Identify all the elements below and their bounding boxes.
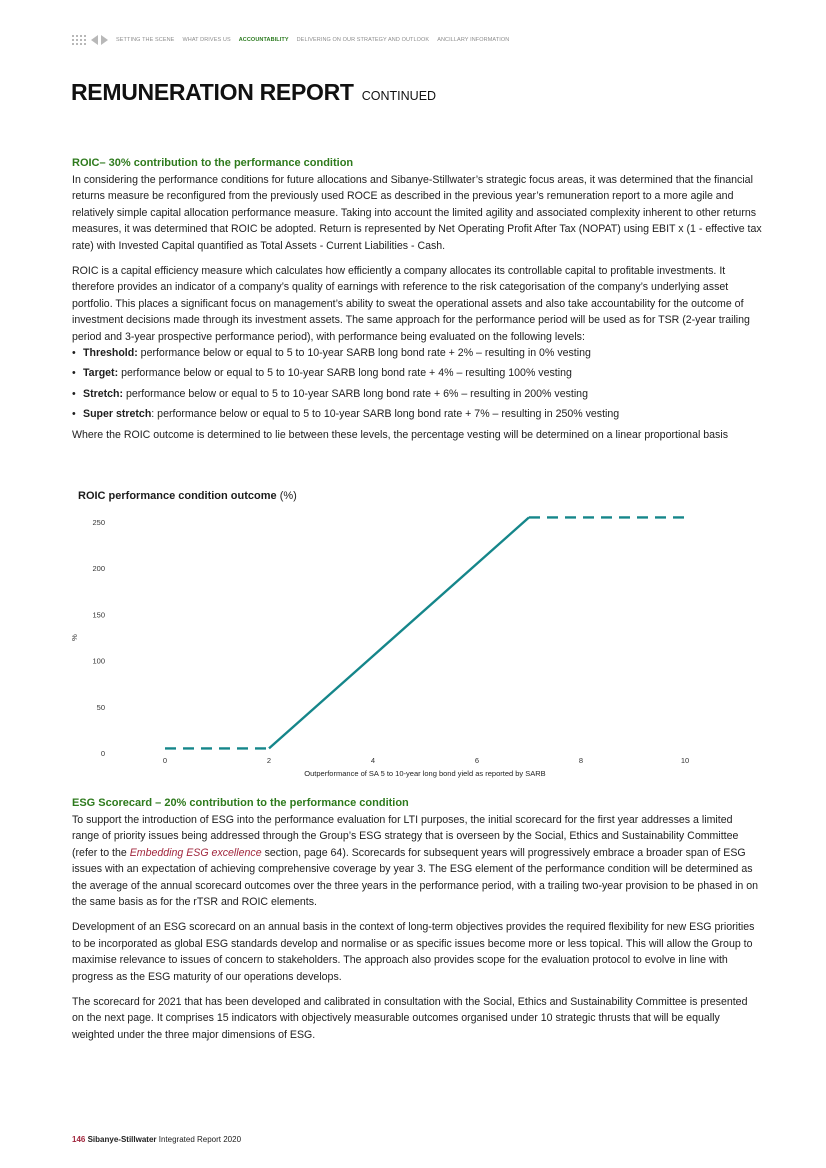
roic-heading: ROIC– 30% contribution to the performance condition <box>72 157 354 169</box>
level-text: performance below or equal to 5 to 10-year SARB long bond rate + 4% – resulting 100% vesting <box>118 367 572 380</box>
previous-page-icon[interactable] <box>91 35 98 45</box>
x-tick-label: 10 <box>680 756 690 765</box>
level-text: performance below or equal to 5 to 10-year SARB long bond rate + 2% – resulting in 0% vesting <box>137 347 591 360</box>
solid-series-line <box>269 517 529 748</box>
nav-item-ancillary-information[interactable]: ANCILLARY INFORMATION <box>437 37 510 43</box>
esg-paragraph-1 <box>72 812 762 910</box>
x-tick-label: 0 <box>162 756 168 765</box>
level-super-stretch <box>72 406 762 422</box>
y-tick-label: 50 <box>96 702 105 712</box>
esg-section <box>72 795 762 1052</box>
y-tick-label: 150 <box>92 610 105 620</box>
x-axis-label: Outperformance of SA 5 to 10-year long bond yield as reported by SARB <box>304 769 546 778</box>
level-target <box>72 365 762 381</box>
level-name: Threshold: <box>83 347 138 360</box>
page-footer <box>72 1135 241 1144</box>
level-threshold <box>72 345 762 361</box>
page-title-continued: CONTINUED <box>361 89 437 103</box>
footer-report: Integrated Report 2020 <box>158 1135 242 1144</box>
roic-outcome-chart <box>60 508 750 783</box>
menu-grid-icon[interactable] <box>72 35 86 45</box>
y-tick-label: 200 <box>92 564 105 574</box>
y-tick-label: 100 <box>92 656 105 666</box>
roic-closing: Where the ROIC outcome is determined to lie between these levels, the percentage vesting will be determined on a linear proportional basis <box>72 428 728 441</box>
x-tick-label: 4 <box>370 756 376 765</box>
level-text: performance below or equal to 5 to 10-year SARB long bond rate + 6% – resulting in 200% vesting <box>123 387 588 400</box>
nav-item-setting-the-scene[interactable]: SETTING THE SCENE <box>116 37 175 43</box>
top-nav <box>72 33 517 47</box>
level-name: Stretch: <box>83 387 124 400</box>
esg-heading: ESG Scorecard – 20% contribution to the performance condition <box>72 797 409 809</box>
next-page-icon[interactable] <box>101 35 108 45</box>
y-tick-label: 250 <box>92 518 105 527</box>
x-tick-label: 2 <box>266 756 272 765</box>
chart-title-text: ROIC performance condition outcome <box>78 490 277 502</box>
page-title-main: REMUNERATION REPORT <box>71 79 354 105</box>
level-stretch <box>72 386 762 402</box>
level-text: : performance below or equal to 5 to 10-year SARB long bond rate + 7% – resulting in 250% vesting <box>151 408 620 421</box>
nav-item-accountability[interactable]: ACCOUNTABILITY <box>238 37 289 43</box>
esg-paragraph-3: The scorecard for 2021 that has been developed and calibrated in consultation with the Social, Ethics and Sustainability Committee is presented on the next page. It comprises 15 indicators with objectively measurable outcomes organised under 10 strategic thrusts that will be equally weighted under the three major dimensions of ESG. <box>72 996 748 1041</box>
chart-title-unit: (%) <box>279 490 297 502</box>
page-number: 146 <box>72 1135 86 1144</box>
y-tick-label: 0 <box>100 749 105 758</box>
chart-title <box>78 490 297 502</box>
esg-paragraph-1-end: section, page 64). Scorecards for subsequent years will progressively embrace a broader span of ESG issues with an expectation of achieving comprehensive coverage by year 3. The ESG element of the performance condition will be determined as the average of the annual scorecard outcomes over the three years in the performance period, with a trailing two-year provision to be phased in on the same basis as for the rTSR and ROIC elements. <box>72 846 759 909</box>
nav-item-delivering-strategy[interactable]: DELIVERING ON OUR STRATEGY AND OUTLOOK <box>296 37 430 43</box>
x-tick-label: 8 <box>578 756 584 765</box>
nav-item-what-drives-us[interactable]: WHAT DRIVES US <box>182 37 231 43</box>
footer-company: Sibanye-Stillwater <box>87 1135 157 1144</box>
roic-section <box>72 155 762 443</box>
page-title <box>71 79 436 106</box>
roic-paragraph-2: ROIC is a capital efficiency measure which calculates how efficiently a company allocates its controllable capital to profitable investments. It therefore provides an indicator of a company’s quality of earnings with reference to the risk categorisation of the company’s underlying asset portfolio. This places a significant focus on management’s ability to sweat the operational assets and also take accountability for the outcome of investment decisions made through its investment assets. The same approach for the performance period will be used as for TSR (2-year trailing period and 3-year prospective performance period), with performance being evaluated on the following levels: <box>72 265 750 343</box>
y-axis-label: % <box>70 634 79 641</box>
level-name: Super stretch <box>83 408 152 421</box>
x-tick-label: 6 <box>474 756 480 765</box>
esg-paragraph-2: Development of an ESG scorecard on an annual basis in the context of long-term objectives provides the required flexibility for new ESG priorities to be incorporated as global ESG standards develop and normalise or as specific issues become more or less topical. This will allow the Group to maximise relevance to issues of concern to stakeholders. The approach also provides scope for the evaluation protocol to evolve in line with progress as the ESG maturity of our operations develops. <box>72 921 755 983</box>
esg-paragraph-1-start: To support the introduction of ESG into the performance evaluation for LTI purposes, the initial scorecard for the first year addresses a limited range of priority issues being addressed through the Group’s ESG strategy that is overseen by the Social, Ethics and Sustainability Committee (refer to the <box>72 814 739 859</box>
embedding-esg-link[interactable]: Embedding ESG excellence <box>129 846 262 859</box>
performance-levels-list <box>72 345 762 423</box>
level-name: Target: <box>83 367 119 380</box>
roic-paragraph-1: In considering the performance conditions for future allocations and Sibanye-Stillwater’s strategic focus areas, it was determined that the financial returns measure be reconfigured from the previously used ROCE as described in the previous year’s remuneration report to a more agile and relatively simple capital allocation performance measure. Taking into account the limited agility and associated complexity inherent to other returns measures, it was determined that ROIC be adopted. Return is represented by Net Operating Profit After Tax (NOPAT) using EBIT x (1 - effective tax rate) with Invested Capital quantified as Total Assets - Current Liabilities - Cash. <box>72 174 762 252</box>
